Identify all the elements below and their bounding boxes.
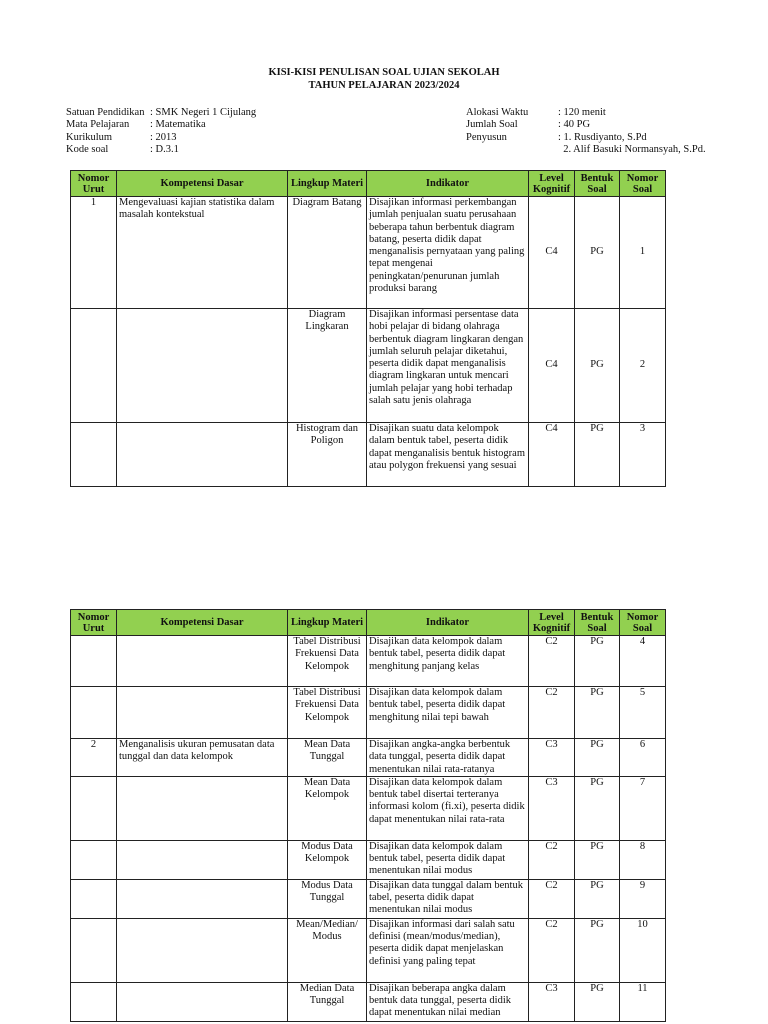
header-kompetensi-dasar: Kompetensi Dasar	[117, 610, 288, 636]
cell-level-kognitif: C4	[529, 423, 575, 487]
cell-indikator: Disajikan data kelompok dalam bentuk tabel, peserta didik dapat menghitung nilai tepi bawah	[367, 687, 529, 739]
cell-lingkup-materi: Diagram Batang	[288, 197, 367, 309]
cell-kompetensi-dasar	[117, 687, 288, 739]
cell-nomor-urut: 2	[71, 739, 117, 777]
info-value: : 1. Rusdiyanto, S.Pd	[558, 131, 647, 143]
table-row	[71, 840, 666, 879]
cell-lingkup-materi: Mean Data Kelompok	[288, 776, 367, 840]
info-value: 2. Alif Basuki Normansyah, S.Pd.	[558, 144, 706, 156]
cell-indikator: Disajikan informasi persentase data hobi pelajar di bidang olahraga berbentuk diagram lingkaran dengan jumlah seluruh pelajar diketahui, peserta didik dapat menganalisis diagram lingkaran untuk mencari jumlah pelajar yang hobi terhadap salah satu jenis olahraga	[367, 309, 529, 423]
cell-kompetensi-dasar	[117, 776, 288, 840]
table-header-row	[71, 171, 666, 197]
cell-lingkup-materi: Diagram Lingkaran	[288, 309, 367, 423]
cell-lingkup-materi: Histogram dan Poligon	[288, 423, 367, 487]
cell-nomor-soal: 9	[620, 879, 666, 918]
cell-level-kognitif: C2	[529, 636, 575, 687]
table-row	[71, 687, 666, 739]
header-lingkup-materi: Lingkup Materi	[288, 171, 367, 197]
info-row-penyusun-2	[466, 144, 706, 156]
cell-level-kognitif: C4	[529, 197, 575, 309]
cell-lingkup-materi: Modus Data Kelompok	[288, 840, 367, 879]
table-row	[71, 982, 666, 1021]
header-nomor-urut: Nomor Urut	[71, 610, 117, 636]
cell-level-kognitif: C2	[529, 879, 575, 918]
header-nomor-soal: Nomor Soal	[620, 610, 666, 636]
cell-level-kognitif: C4	[529, 309, 575, 423]
table-row	[71, 636, 666, 687]
cell-bentuk-soal: PG	[575, 879, 620, 918]
cell-nomor-soal: 11	[620, 982, 666, 1021]
info-key: Kurikulum	[66, 131, 113, 143]
cell-kompetensi-dasar: Menganalisis ukuran pemusatan data tunggal dan data kelompok	[117, 739, 288, 777]
cell-nomor-soal: 1	[620, 197, 666, 309]
cell-level-kognitif: C3	[529, 776, 575, 840]
cell-indikator: Disajikan angka-angka berbentuk data tunggal, peserta didik dapat menentukan nilai rata-ratanya	[367, 739, 529, 777]
cell-indikator: Disajikan data kelompok dalam bentuk tabel disertai terteranya informasi kolom (fi.xi), peserta didik dapat menentukan nilai rata-rata	[367, 776, 529, 840]
header-kompetensi-dasar: Kompetensi Dasar	[117, 171, 288, 197]
info-row-penyusun	[466, 132, 706, 144]
header-nomor-urut: Nomor Urut	[71, 171, 117, 197]
info-key: Alokasi Waktu	[466, 107, 529, 118]
cell-lingkup-materi: Tabel Distribusi Frekuensi Data Kelompok	[288, 687, 367, 739]
header-level-kognitif: Level Kognitif	[529, 171, 575, 197]
cell-bentuk-soal: PG	[575, 636, 620, 687]
cell-kompetensi-dasar	[117, 982, 288, 1021]
cell-bentuk-soal: PG	[575, 687, 620, 739]
cell-lingkup-materi: Tabel Distribusi Frekuensi Data Kelompok	[288, 636, 367, 687]
info-key: Mata Pelajaran	[66, 119, 130, 131]
cell-nomor-urut	[71, 423, 117, 487]
table-row	[71, 423, 666, 487]
table-row	[71, 309, 666, 423]
cell-nomor-urut: 1	[71, 197, 117, 309]
info-value: : D.3.1	[150, 144, 179, 156]
info-key: Penyusun	[466, 131, 507, 143]
cell-level-kognitif: C2	[529, 687, 575, 739]
cell-nomor-urut	[71, 918, 117, 982]
info-key: Satuan Pendidikan	[66, 107, 145, 118]
info-row-kode	[66, 144, 256, 156]
header-indikator: Indikator	[367, 171, 529, 197]
info-value: : 2013	[150, 131, 177, 143]
cell-bentuk-soal: PG	[575, 918, 620, 982]
cell-nomor-soal: 8	[620, 840, 666, 879]
header-level-kognitif: Level Kognitif	[529, 610, 575, 636]
info-value: : 120 menit	[558, 107, 606, 118]
info-key	[466, 144, 558, 156]
cell-indikator: Disajikan data tunggal dalam bentuk tabel, peserta didik dapat menentukan nilai modus	[367, 879, 529, 918]
cell-nomor-soal: 6	[620, 739, 666, 777]
table-header-row	[71, 610, 666, 636]
cell-nomor-soal: 10	[620, 918, 666, 982]
cell-level-kognitif: C2	[529, 840, 575, 879]
cell-indikator: Disajikan informasi perkembangan jumlah penjualan suatu perusahaan beberapa tahun berbentuk diagram batang, peserta didik dapat menganalisis pernyataan yang paling tepat mengenai peningkatan/penurunan jumlah produksi barang	[367, 197, 529, 309]
kisi-kisi-table-1	[70, 170, 666, 487]
cell-nomor-urut	[71, 309, 117, 423]
cell-nomor-urut	[71, 982, 117, 1021]
cell-kompetensi-dasar	[117, 423, 288, 487]
table-row	[71, 739, 666, 777]
cell-indikator: Disajikan beberapa angka dalam bentuk data tunggal, peserta didik dapat menentukan nilai median	[367, 982, 529, 1021]
cell-level-kognitif: C3	[529, 739, 575, 777]
header-bentuk-soal: Bentuk Soal	[575, 610, 620, 636]
cell-nomor-soal: 7	[620, 776, 666, 840]
cell-nomor-urut	[71, 776, 117, 840]
document-title: KISI-KISI PENULISAN SOAL UJIAN SEKOLAH	[268, 67, 500, 78]
table-row	[71, 879, 666, 918]
cell-kompetensi-dasar	[117, 879, 288, 918]
info-value: : 40 PG	[558, 119, 591, 131]
cell-kompetensi-dasar	[117, 636, 288, 687]
header-nomor-soal: Nomor Soal	[620, 171, 666, 197]
info-row-alokasi	[466, 107, 706, 119]
cell-kompetensi-dasar	[117, 840, 288, 879]
info-row-mapel	[66, 119, 256, 131]
cell-bentuk-soal: PG	[575, 840, 620, 879]
cell-indikator: Disajikan suatu data kelompok dalam bentuk tabel, peserta didik dapat menganalisis bentuk histogram atau polygon frekuensi yang sesuai	[367, 423, 529, 487]
cell-nomor-urut	[71, 687, 117, 739]
cell-nomor-urut	[71, 840, 117, 879]
cell-nomor-urut	[71, 636, 117, 687]
cell-nomor-soal: 5	[620, 687, 666, 739]
table-row	[71, 197, 666, 309]
cell-level-kognitif: C2	[529, 918, 575, 982]
cell-level-kognitif: C3	[529, 982, 575, 1021]
info-key: Jumlah Soal	[466, 119, 518, 131]
cell-bentuk-soal: PG	[575, 982, 620, 1021]
document-subtitle: TAHUN PELAJARAN 2023/2024	[308, 80, 460, 91]
cell-lingkup-materi: Mean/Median/ Modus	[288, 918, 367, 982]
exam-info	[466, 107, 706, 157]
cell-indikator: Disajikan data kelompok dalam bentuk tabel, peserta didik dapat menentukan nilai modus	[367, 840, 529, 879]
info-row-kurikulum	[66, 132, 256, 144]
cell-lingkup-materi: Modus Data Tunggal	[288, 879, 367, 918]
cell-kompetensi-dasar	[117, 309, 288, 423]
cell-bentuk-soal: PG	[575, 739, 620, 777]
cell-indikator: Disajikan informasi dari salah satu definisi (mean/modus/median), peserta didik dapat menjelaskan definisi yang paling tepat	[367, 918, 529, 982]
school-info	[66, 107, 256, 157]
cell-nomor-soal: 4	[620, 636, 666, 687]
cell-kompetensi-dasar: Mengevaluasi kajian statistika dalam masalah kontekstual	[117, 197, 288, 309]
header-indikator: Indikator	[367, 610, 529, 636]
cell-bentuk-soal: PG	[575, 423, 620, 487]
table-row	[71, 918, 666, 982]
cell-lingkup-materi: Mean Data Tunggal	[288, 739, 367, 777]
cell-bentuk-soal: PG	[575, 309, 620, 423]
info-row-jumlah	[466, 119, 706, 131]
header-lingkup-materi: Lingkup Materi	[288, 610, 367, 636]
cell-lingkup-materi: Median Data Tunggal	[288, 982, 367, 1021]
cell-nomor-soal: 3	[620, 423, 666, 487]
info-value: : Matematika	[150, 119, 206, 131]
info-row-satuan	[66, 107, 256, 119]
cell-kompetensi-dasar	[117, 918, 288, 982]
info-value: : SMK Negeri 1 Cijulang	[150, 107, 257, 118]
info-key: Kode soal	[66, 144, 109, 156]
header-bentuk-soal: Bentuk Soal	[575, 171, 620, 197]
cell-bentuk-soal: PG	[575, 197, 620, 309]
table-row	[71, 776, 666, 840]
cell-nomor-soal: 2	[620, 309, 666, 423]
cell-bentuk-soal: PG	[575, 776, 620, 840]
cell-indikator: Disajikan data kelompok dalam bentuk tabel, peserta didik dapat menghitung panjang kelas	[367, 636, 529, 687]
cell-nomor-urut	[71, 879, 117, 918]
kisi-kisi-table-2	[70, 609, 666, 1022]
